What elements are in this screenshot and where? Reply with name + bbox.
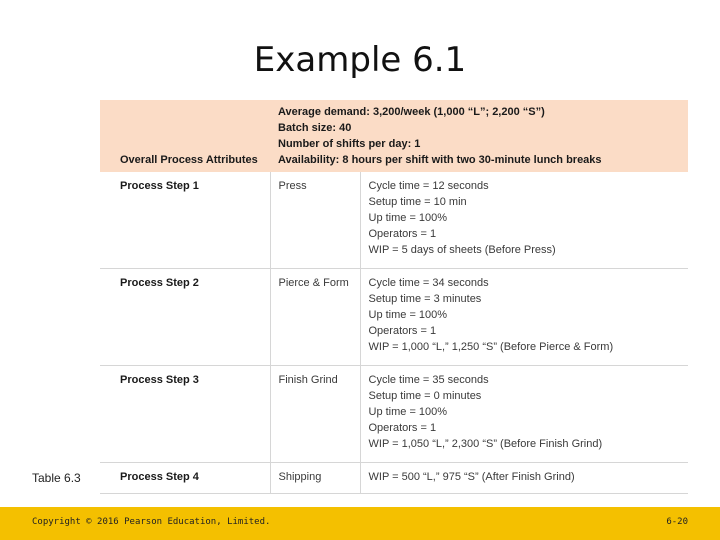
table-row bbox=[100, 269, 688, 366]
header-label-cell bbox=[100, 100, 270, 172]
process-step-operation: Pierce & Form bbox=[270, 269, 360, 366]
detail-line: Cycle time = 34 seconds bbox=[368, 277, 489, 289]
process-step-details bbox=[360, 269, 688, 366]
process-step-label: Process Step 1 bbox=[100, 172, 270, 269]
detail-line: Operators = 1 bbox=[368, 325, 437, 337]
header-attributes-cell bbox=[270, 100, 688, 172]
process-step-operation: Shipping bbox=[270, 463, 360, 494]
detail-line: Operators = 1 bbox=[368, 228, 437, 240]
footer-bar bbox=[0, 507, 720, 540]
detail-line: WIP = 1,000 “L,” 1,250 “S” (Before Pierce & Form) bbox=[368, 341, 614, 353]
process-step-label: Process Step 2 bbox=[100, 269, 270, 366]
page-number: 6-20 bbox=[666, 517, 688, 527]
attribute-line: Average demand: 3,200/week (1,000 “L”; 2,200 “S”) bbox=[278, 106, 545, 118]
process-step-operation: Press bbox=[270, 172, 360, 269]
copyright-text: Copyright © 2016 Pearson Education, Limited. bbox=[32, 517, 271, 527]
overall-attributes-label: Overall Process Attributes bbox=[120, 154, 258, 166]
process-attributes-table bbox=[100, 100, 688, 494]
detail-line: Up time = 100% bbox=[368, 309, 448, 321]
attribute-line: Availability: 8 hours per shift with two 30-minute lunch breaks bbox=[278, 154, 602, 166]
process-step-label: Process Step 4 bbox=[100, 463, 270, 494]
table-header-row bbox=[100, 100, 688, 172]
detail-line: Setup time = 10 min bbox=[368, 196, 467, 208]
detail-line: WIP = 5 days of sheets (Before Press) bbox=[368, 244, 556, 256]
process-step-operation: Finish Grind bbox=[270, 366, 360, 463]
detail-line: Cycle time = 35 seconds bbox=[368, 374, 489, 386]
detail-line: WIP = 1,050 “L,” 2,300 “S” (Before Finish Grind) bbox=[368, 438, 603, 450]
slide-title: Example 6.1 bbox=[253, 40, 467, 80]
process-step-label: Process Step 3 bbox=[100, 366, 270, 463]
table-label: Table 6.3 bbox=[32, 471, 81, 485]
attribute-line: Number of shifts per day: 1 bbox=[278, 138, 421, 150]
detail-line: Setup time = 0 minutes bbox=[368, 390, 482, 402]
detail-line: WIP = 500 “L,” 975 “S” (After Finish Grind) bbox=[368, 471, 575, 483]
table-row bbox=[100, 463, 688, 494]
process-step-details bbox=[360, 366, 688, 463]
detail-line: Up time = 100% bbox=[368, 212, 448, 224]
table-row bbox=[100, 172, 688, 269]
detail-line: Cycle time = 12 seconds bbox=[368, 180, 489, 192]
table-row bbox=[100, 366, 688, 463]
process-step-details bbox=[360, 463, 688, 494]
detail-line: Setup time = 3 minutes bbox=[368, 293, 482, 305]
attribute-line: Batch size: 40 bbox=[278, 122, 352, 134]
process-step-details bbox=[360, 172, 688, 269]
detail-line: Operators = 1 bbox=[368, 422, 437, 434]
detail-line: Up time = 100% bbox=[368, 406, 448, 418]
